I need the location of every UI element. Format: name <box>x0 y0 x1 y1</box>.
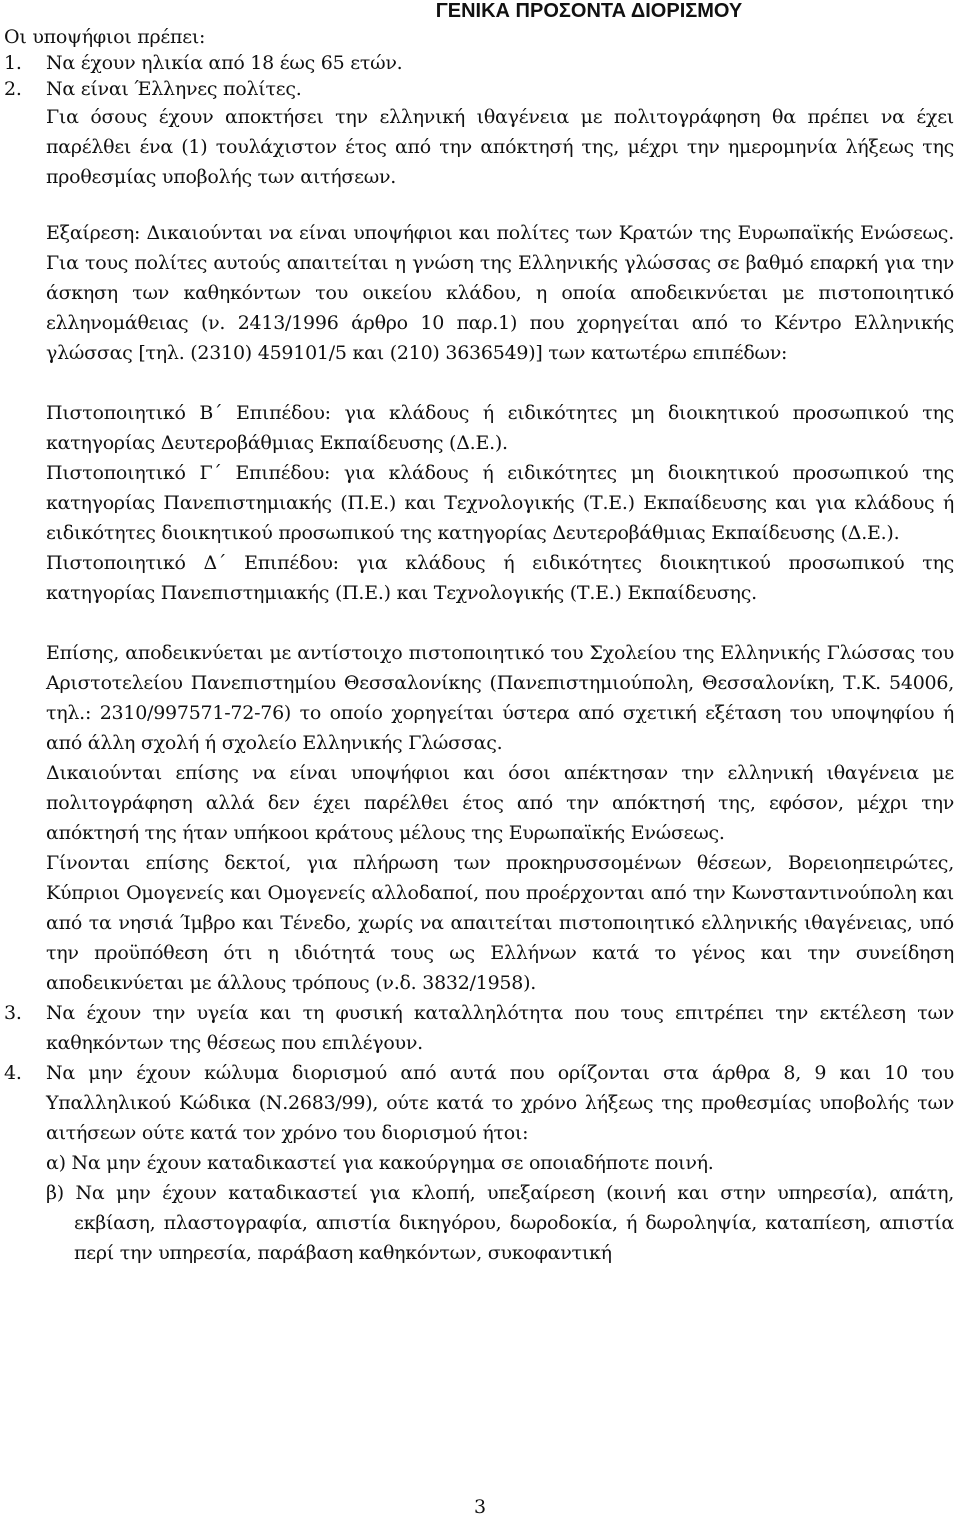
list-item-number: 4. <box>4 1062 22 1084</box>
intro-text: Οι υποψήφιοι πρέπει: <box>4 26 206 48</box>
certificate-c-paragraph: Πιστοποιητικό Γ΄ Επιπέδου: για κλάδους ή ειδικότητες μη διοικητικού προσωπικού της κατηγορίας Πανεπιστημιακής (Π.Ε.) και Τεχνολογικής (Τ.Ε.) Εκπαίδευσης και για κλάδους ή ειδικότητες διοικητικού προσωπικού της κατηγορίας Δευτεροβάθμιας Εκπαίδευσης (Δ.Ε.). <box>46 462 954 544</box>
list-item-1 <box>4 50 954 76</box>
list-item-body <box>46 1058 954 1268</box>
list-item-text: Να έχουν την υγεία και τη φυσική καταλληλότητα που τους επιτρέπει την εκτέλεση των καθηκόντων της θέσεως που επιλέγουν. <box>46 1002 954 1054</box>
item2-details <box>46 102 954 998</box>
list-item-number: 2. <box>4 78 22 100</box>
list-item-3 <box>4 998 954 1058</box>
entitled-paragraph: Δικαιούνται επίσης να είναι υποψήφιοι και όσοι απέκτησαν την ελληνική ιθαγένεια με πολιτογράφηση αλλά δεν έχει παρέλθει έτος από την απόκτησή της, εφόσον, μέχρι την απόκτησή της ήταν υπήκοοι κράτους μέλους της Ευρωπαϊκής Ενώσεως. <box>46 762 954 844</box>
list-item-text: Να μην έχουν κώλυμα διορισμού από αυτά που ορίζονται στα άρθρα 8, 9 και 10 του Υπαλληλικού Κώδικα (Ν.2683/99), ούτε κατά το χρόνο λήξεως της προθεσμίας υποβολής των αιτήσεων ούτε κατά τον χρόνο του διορισμού ήτοι: <box>46 1062 954 1144</box>
subitem-b: β) Να μην έχουν καταδικαστεί για κλοπή, υπεξαίρεση (κοινή και στην υπηρεσία), απάτη, εκβίαση, πλαστογραφία, απιστία δικηγόρου, δωροδοκία, ή δωροληψία, καταπίεση, απιστία περί την υπηρεσία, παράβαση καθηκόντων, συκοφαντική <box>46 1182 954 1264</box>
page-title: ΓΕΝΙΚΑ ΠΡΟΣΟΝΤΑ ΔΙΟΡΙΣΜΟΥ <box>435 0 743 22</box>
naturalization-paragraph: Για όσους έχουν αποκτήσει την ελληνική ιθαγένεια με πολιτογράφηση θα πρέπει να έχει παρέλθει ένα (1) τουλάχιστον έτος από την απόκτησή της, μέχρι την ημερομηνία λήξεως της προθεσμίας υποβολής των αιτήσεων. <box>46 106 954 188</box>
list-item-number: 3. <box>4 1002 22 1024</box>
page-number: 3 <box>473 1496 487 1518</box>
list-item-text: Να έχουν ηλικία από 18 έως 65 ετών. <box>46 52 403 74</box>
accepted-paragraph: Γίνονται επίσης δεκτοί, για πλήρωση των προκηρυσσομένων θέσεων, Βορειοηπειρώτες, Κύπριοι Ομογενείς και Ομογενείς αλλοδαποί, που προέρχονται από την Κωνσταντινούπολη και από τα νησιά Ίμβρο και Τένεδο, χωρίς να απαιτείται πιστοποιητικό ελληνικής ιθαγένειας, υπό την προϋπόθεση ότι η ιδιότητά τους ως Ελλήνων κατά το γένος και την συνείδηση αποδεικνύεται με άλλους τρόπους (ν.δ. 3832/1958). <box>46 852 954 994</box>
certificate-b-paragraph: Πιστοποιητικό Β΄ Επιπέδου: για κλάδους ή ειδικότητες μη διοικητικού προσωπικού της κατηγορίας Δευτεροβάθμιας Εκπαίδευσης (Δ.Ε.). <box>46 402 954 454</box>
certificate-d-paragraph: Πιστοποιητικό Δ΄ Επιπέδου: για κλάδους ή ειδικότητες διοικητικού προσωπικού της κατηγορίας Πανεπιστημιακής (Π.Ε.) και Τεχνολογικής (Τ.Ε.) Εκπαίδευσης. <box>46 552 954 604</box>
list-item-number: 1. <box>4 52 22 74</box>
list-item-4 <box>4 1058 954 1268</box>
list-item-2 <box>4 76 954 102</box>
list-item-text: Να είναι Έλληνες πολίτες. <box>46 78 302 100</box>
exception-paragraph: Εξαίρεση: Δικαιούνται να είναι υποψήφιοι και πολίτες των Κρατών της Ευρωπαϊκής Ενώσεως. Για τους πολίτες αυτούς απαιτείται η γνώση της Ελληνικής γλώσσας σε βαθμό επαρκή για την άσκηση των καθηκόντων του οικείου κλάδου, η οποία αποδεικνύεται με πιστοποιητικό ελληνομάθειας (ν. 2413/1996 άρθρο 10 παρ.1) που χορηγείται από το Κέντρο Ελληνικής γλώσσας [τηλ. (2310) 459101/5 και (210) 3636549)] των κατωτέρω επιπέδων: <box>46 222 954 364</box>
also-certificate-paragraph: Επίσης, αποδεικνύεται με αντίστοιχο πιστοποιητικό του Σχολείου της Ελληνικής Γλώσσας του Αριστοτελείου Πανεπιστημίου Θεσσαλονίκης (Πανεπιστημιούπολη, Θεσσαλονίκη, Τ.Κ. 54006, τηλ.: 2310/997571-72-76) το οποίο χορηγείται ύστερα από σχετική εξέταση του υποψηφίου ή από άλλη σχολή ή σχολείο Ελληνικής Γλώσσας. <box>46 642 954 754</box>
subitem-a: α) Να μην έχουν καταδικαστεί για κακούργημα σε οποιαδήποτε ποινή. <box>46 1152 714 1174</box>
